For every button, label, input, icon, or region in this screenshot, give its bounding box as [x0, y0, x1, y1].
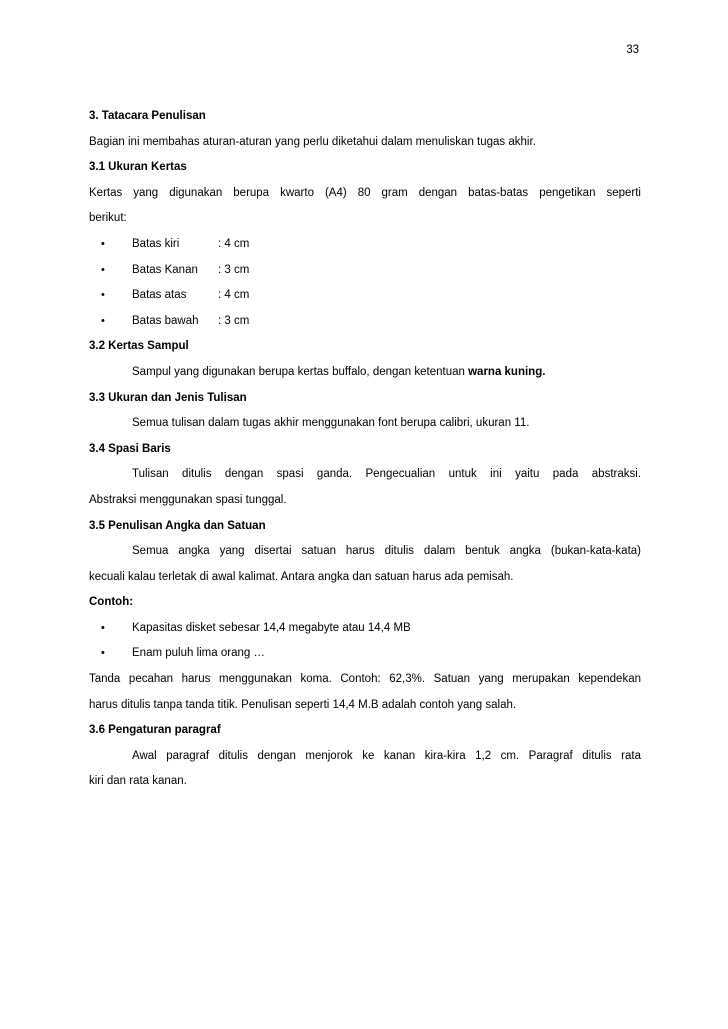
- margin-item-right: [89, 258, 641, 284]
- section-3-2-emphasis: warna kuning.: [468, 365, 546, 378]
- section-3-6-text-line1: Awal paragraf ditulis dengan menjorok ke kanan kira-kira 1,2 cm. Paragraf ditulis rata: [132, 749, 641, 762]
- section-3-1-text-line1: Kertas yang digunakan berupa kwarto (A4) 80 gram dengan batas-batas pengetikan seperti: [89, 186, 641, 199]
- example-item: [89, 616, 641, 642]
- margin-label: Batas bawah: [132, 314, 199, 327]
- margin-label: Batas kiri: [132, 237, 180, 250]
- example-text: Enam puluh lima orang …: [132, 647, 265, 660]
- contoh-label: Contoh:: [89, 596, 134, 609]
- section-3-3-text: Semua tulisan dalam tugas akhir menggunakan font berupa calibri, ukuran 11.: [132, 417, 530, 430]
- section-3-4-heading: 3.4 Spasi Baris: [89, 442, 171, 455]
- bullet-icon: •: [101, 647, 105, 660]
- margin-item-top: [89, 283, 641, 309]
- section-3-5-text-line2: kecuali kalau terletak di awal kalimat. Antara angka dan satuan harus ada pemisah.: [89, 570, 514, 583]
- section-3-6-text-line2: kiri dan rata kanan.: [89, 775, 187, 788]
- section-3-6-heading: 3.6 Pengaturan paragraf: [89, 724, 221, 737]
- margin-item-bottom: [89, 309, 641, 335]
- section-3-5-heading: 3.5 Penulisan Angka dan Satuan: [89, 519, 266, 532]
- section-3-5-text-line3: Tanda pecahan harus menggunakan koma. Contoh: 62,3%. Satuan yang merupakan kependekan: [89, 673, 641, 686]
- margin-label: Batas atas: [132, 289, 187, 302]
- section-3-2-text: [89, 360, 641, 386]
- page-content: [89, 104, 641, 795]
- bullet-icon: •: [101, 289, 105, 302]
- section-3-intro: Bagian ini membahas aturan-aturan yang perlu diketahui dalam menuliskan tugas akhir.: [89, 135, 536, 148]
- section-3-2-body: Sampul yang digunakan berupa kertas buffalo, dengan ketentuan: [132, 365, 469, 378]
- section-3-5-text-line1: Semua angka yang disertai satuan harus ditulis dalam bentuk angka (bukan-kata-kata): [132, 545, 641, 558]
- bullet-icon: •: [101, 237, 105, 250]
- section-3-heading: 3. Tatacara Penulisan: [89, 110, 206, 122]
- margin-value: : 4 cm: [218, 289, 250, 302]
- section-3-2-heading: 3.2 Kertas Sampul: [89, 340, 189, 353]
- margin-value: : 3 cm: [218, 314, 250, 327]
- section-3-4-text-line2: Abstraksi menggunakan spasi tunggal.: [89, 493, 287, 506]
- page-number: 33: [626, 44, 639, 56]
- bullet-icon: •: [101, 263, 105, 276]
- section-3-1-heading: 3.1 Ukuran Kertas: [89, 161, 187, 174]
- section-3-1-text-line2: berikut:: [89, 212, 127, 225]
- section-3-4-text-line1: Tulisan ditulis dengan spasi ganda. Pengecualian untuk ini yaitu pada abstraksi.: [132, 468, 641, 481]
- margin-value: : 4 cm: [218, 237, 250, 250]
- example-item: [89, 641, 641, 667]
- margin-item-left: [89, 232, 641, 258]
- section-3-5-text-line4: harus ditulis tanpa tanda titik. Penulisan seperti 14,4 M.B adalah contoh yang salah.: [89, 698, 517, 711]
- example-text: Kapasitas disket sebesar 14,4 megabyte atau 14,4 MB: [132, 621, 411, 634]
- margin-value: : 3 cm: [218, 263, 250, 276]
- bullet-icon: •: [101, 314, 105, 327]
- section-3-3-heading: 3.3 Ukuran dan Jenis Tulisan: [89, 391, 247, 404]
- margin-label: Batas Kanan: [132, 263, 198, 276]
- bullet-icon: •: [101, 621, 105, 634]
